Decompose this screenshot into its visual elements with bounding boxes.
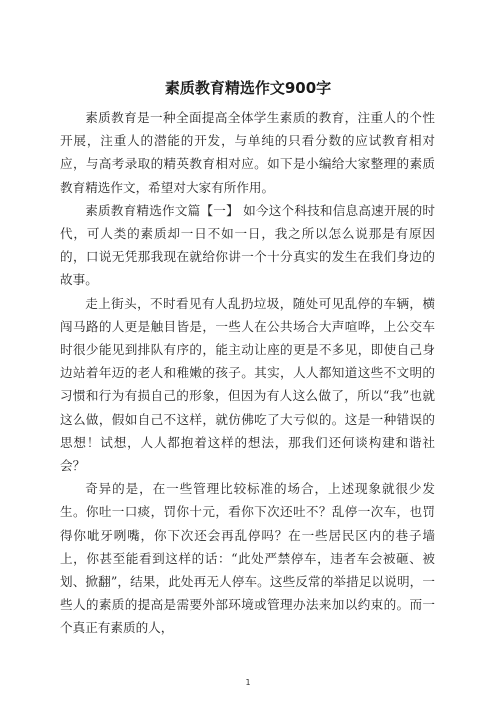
paragraph-intro: 素质教育是一种全面提高全体学生素质的教育，注重人的个性开展，注重人的潜能的开发，与单纯的只看分数的应试教育相对应，与高考录取的精英教育相对应。如下是小编给大家整理的素质教育精选作文，希望对大家有所作用。	[60, 110, 435, 195]
document-title: 素质教育精选作文900字	[164, 79, 332, 97]
document-body	[60, 106, 435, 640]
paragraph-management-contrast: 奇异的是，在一些管理比较标准的场合，上述现象就很少发生。你吐一口痰，罚你十元，看你下次还吐不？乱停一次车，也罚得你呲牙咧嘴，你下次还会再乱停吗？在一些居民区内的巷子墙上，你甚至能看到这样的话：“此处严禁停车，违者车会被砸、被划、掀翻”，结果，此处再无人停车。这些反常的举措足以说明，一些人的素质的提高是需要外部环境或管理办法来加以约束的。而一个真正有素质的人，	[60, 481, 435, 636]
paragraph-essay-one-start: 素质教育精选作文篇【一】 如今这个科技和信息高速开展的时代，可人类的素质却一日不如一日，我之所以怎么说那是有原因的，口说无凭那我现在就给你讲一个十分真实的发生在我们身边的故事。	[60, 202, 435, 288]
page-number: 1	[245, 678, 251, 687]
paragraph-street-scene: 走上街头，不时看见有人乱扔垃圾，随处可见乱停的车辆，横闯马路的人更是触目皆是，一些人在公共场合大声喧哗，上公交车时很少能见到排队有序的，能主动让座的更是不多见，即使自己身边站着年迈的老人和稚嫩的孩子。其实，人人都知道这些不文明的习惯和行为有损自己的形象，但因为有人这么做了，所以“我”也就这么做，假如自己不这样，就仿佛吃了大亏似的。这是一种错误的思想！试想，人人都抱着这样的想法，那我们还何谈构建和谐社会？	[60, 295, 435, 474]
